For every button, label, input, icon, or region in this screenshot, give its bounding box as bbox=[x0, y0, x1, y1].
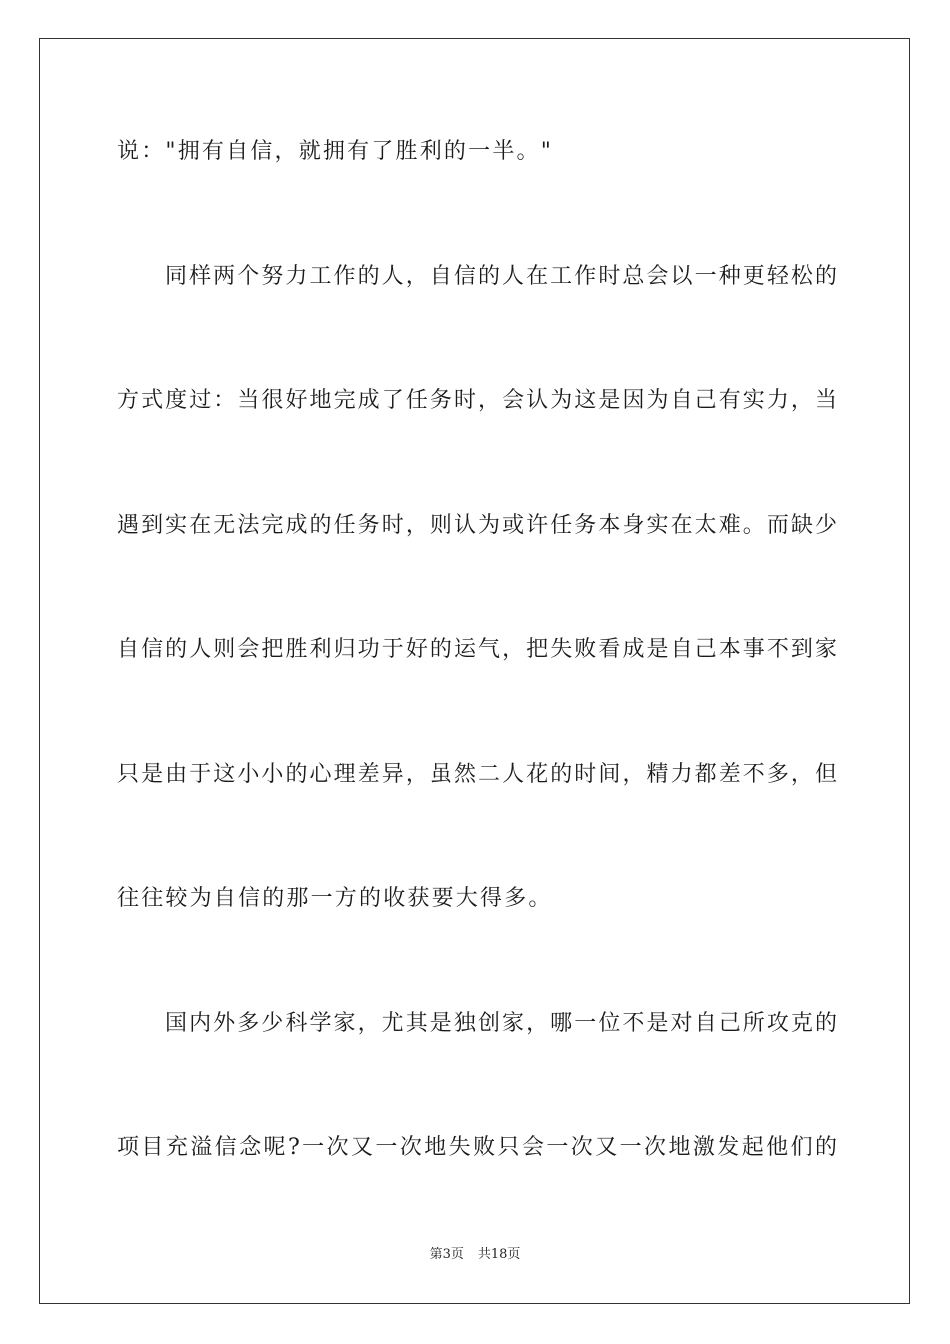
text-line: 同样两个努力工作的人，自信的人在工作时总会以一种更轻松的 bbox=[165, 264, 837, 289]
text-line: 自信的人则会把胜利归功于好的运气，把失败看成是自己本事不到家 bbox=[117, 637, 837, 662]
text-line: 说："拥有自信，就拥有了胜利的一半。" bbox=[117, 139, 554, 164]
text-line: 国内外多少科学家，尤其是独创家，哪一位不是对自己所攻克的 bbox=[165, 1011, 837, 1036]
page-footer bbox=[0, 1246, 950, 1264]
page-number: 第3页 bbox=[429, 1247, 464, 1262]
text-line: 项目充溢信念呢?一次又一次地失败只会一次又一次地激发起他们的 bbox=[117, 1135, 837, 1160]
text-line: 往往较为自信的那一方的收获要大得多。 bbox=[117, 886, 553, 911]
text-line: 方式度过：当很好地完成了任务时，会认为这是因为自己有实力，当 bbox=[117, 388, 837, 413]
text-line: 遇到实在无法完成的任务时，则认为或许任务本身实在太难。而缺少 bbox=[117, 513, 837, 538]
page-border bbox=[39, 38, 910, 1304]
text-line: 只是由于这小小的心理差异，虽然二人花的时间，精力都差不多，但 bbox=[117, 762, 837, 787]
page-total: 共18页 bbox=[477, 1247, 521, 1262]
